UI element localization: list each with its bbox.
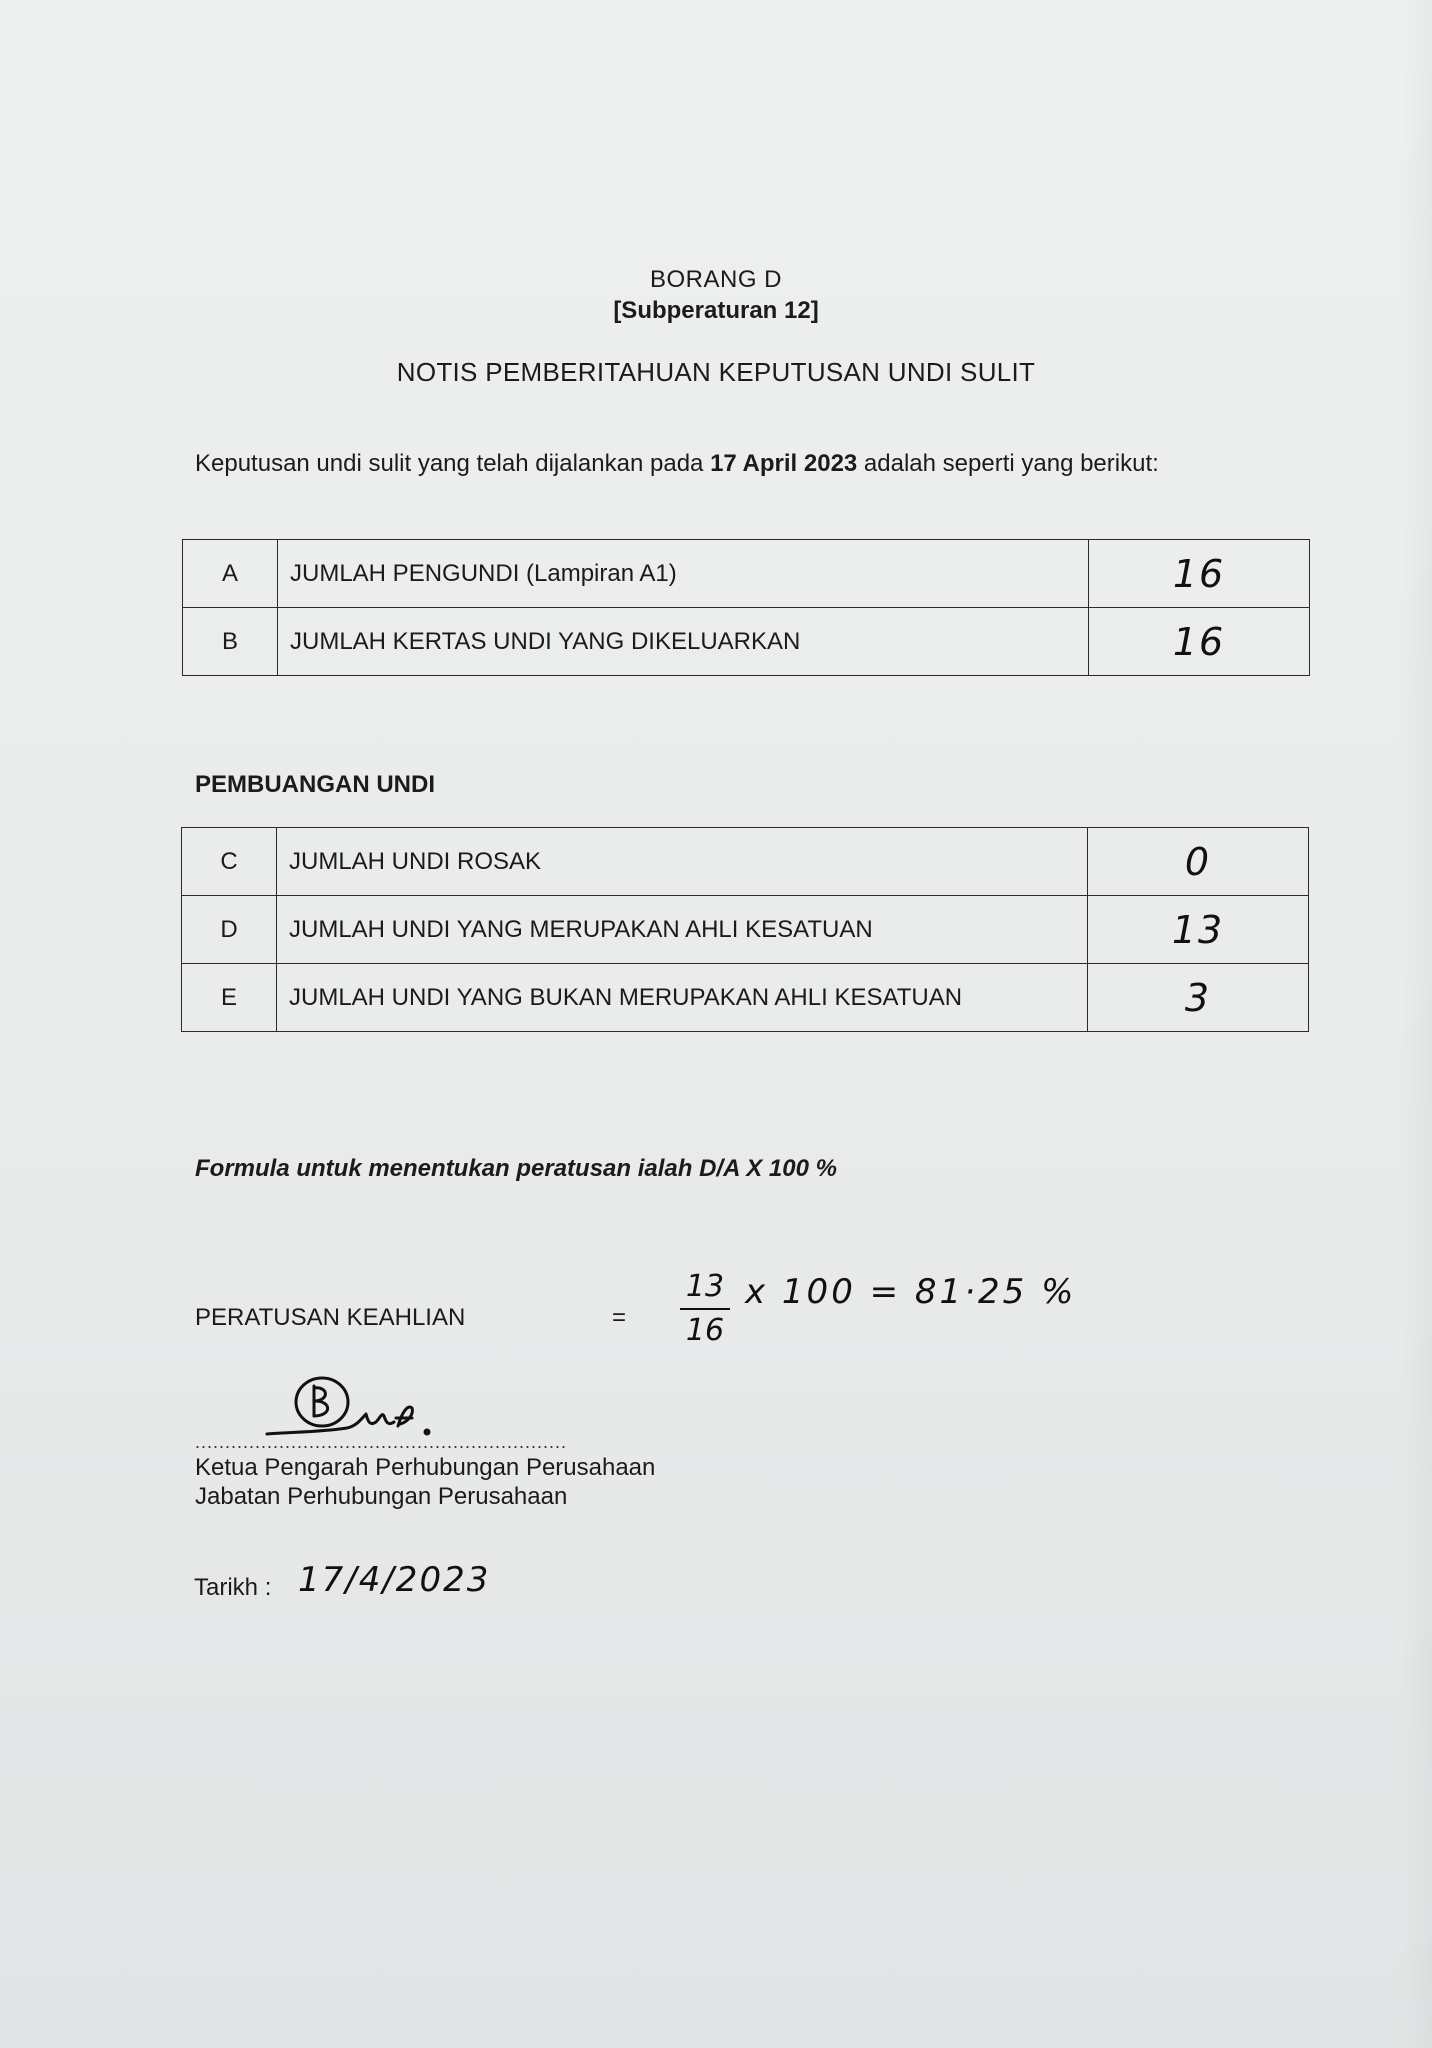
signature-dotted-line: .............................................................. — [195, 1432, 568, 1452]
formula-text: Formula untuk menentukan peratusan ialah D/A X 100 % — [195, 1155, 837, 1182]
signatory-department: Jabatan Perhubungan Perusahaan — [195, 1483, 568, 1510]
signatory-title: Ketua Pengarah Perhubungan Perusahaan — [195, 1454, 656, 1481]
percentage-label: PERATUSAN KEAHLIAN — [195, 1304, 466, 1331]
intro-text-after: adalah seperti yang berikut: — [857, 450, 1159, 477]
paper-edge-shadow — [1402, 0, 1432, 2048]
table-row — [182, 964, 1309, 1032]
row-value: 16 — [1089, 540, 1310, 608]
handwritten-date: 17/4/2023 — [298, 1560, 491, 1600]
table-row — [182, 828, 1309, 896]
row-description: JUMLAH UNDI ROSAK — [277, 828, 1088, 896]
handwritten-calculation: x 100 = 81·25 % — [745, 1272, 1077, 1312]
row-description: JUMLAH UNDI YANG BUKAN MERUPAKAN AHLI KESATUAN — [277, 964, 1088, 1032]
table-row — [183, 540, 1310, 608]
row-code: A — [183, 540, 278, 608]
voter-count-table — [182, 539, 1310, 676]
fraction-denominator: 16 — [685, 1313, 725, 1348]
handwritten-fraction — [680, 1268, 730, 1350]
intro-text-before: Keputusan undi sulit yang telah dijalankan pada — [195, 450, 711, 477]
table-row — [182, 896, 1309, 964]
fraction-numerator: 13 — [680, 1268, 730, 1310]
percentage-equals: = — [612, 1304, 627, 1331]
row-description: JUMLAH KERTAS UNDI YANG DIKELUARKAN — [278, 608, 1089, 676]
row-code: B — [183, 608, 278, 676]
row-value: 3 — [1088, 964, 1309, 1032]
row-description: JUMLAH UNDI YANG MERUPAKAN AHLI KESATUAN — [277, 896, 1088, 964]
intro-date: 17 April 2023 — [710, 450, 858, 477]
date-label: Tarikh : — [194, 1574, 272, 1601]
form-subregulation: [Subperaturan 12] — [613, 297, 819, 324]
notice-title: NOTIS PEMBERITAHUAN KEPUTUSAN UNDI SULIT — [396, 357, 1036, 387]
row-code: D — [182, 896, 277, 964]
row-code: C — [182, 828, 277, 896]
row-value: 0 — [1088, 828, 1309, 896]
section-heading: PEMBUANGAN UNDI — [195, 771, 435, 798]
row-value: 16 — [1089, 608, 1310, 676]
vote-breakdown-table — [181, 827, 1309, 1032]
row-description: JUMLAH PENGUNDI (Lampiran A1) — [278, 540, 1089, 608]
row-value: 13 — [1088, 896, 1309, 964]
row-code: E — [182, 964, 277, 1032]
form-name: BORANG D — [649, 266, 782, 293]
table-row — [183, 608, 1310, 676]
intro-sentence — [195, 450, 1159, 478]
